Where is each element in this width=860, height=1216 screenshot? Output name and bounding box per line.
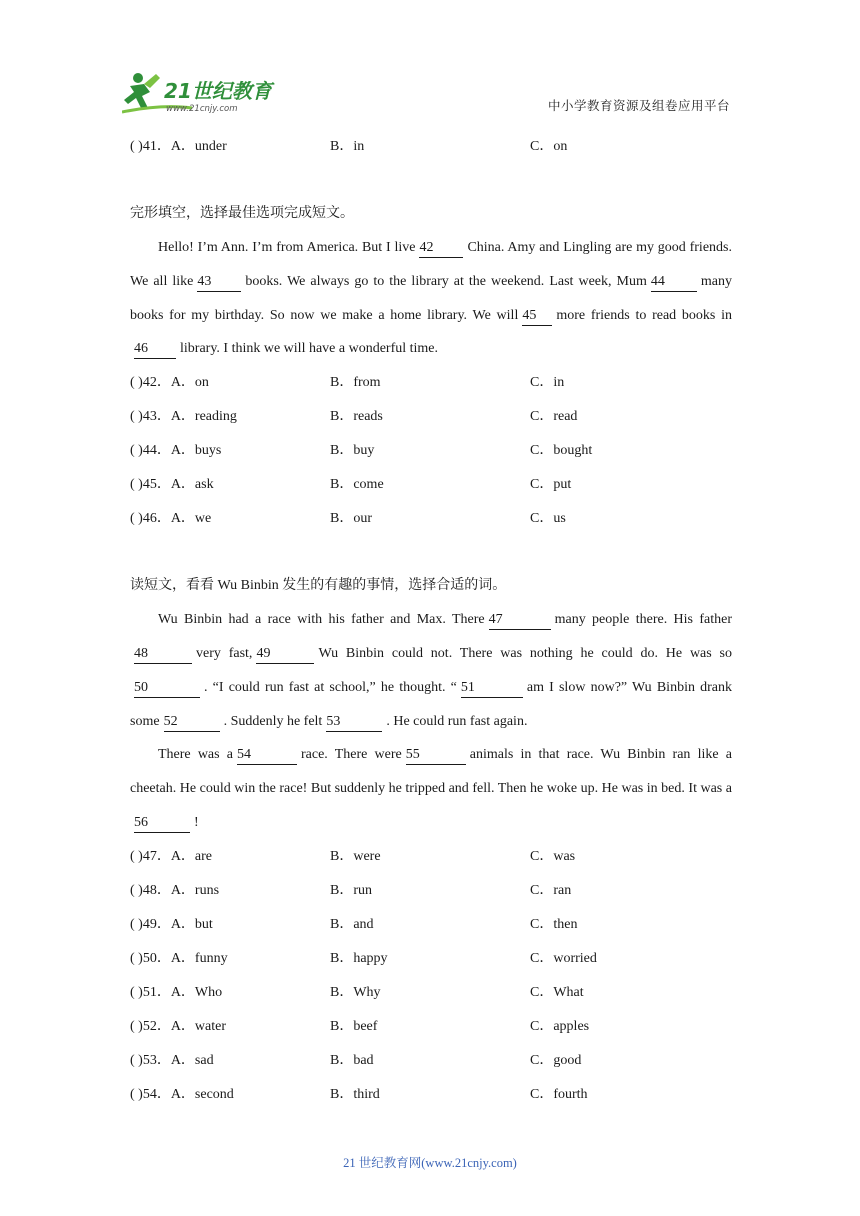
page-header xyxy=(0,0,860,125)
option-a: ( )47．A．are xyxy=(130,848,213,864)
option-b: B．Why xyxy=(330,984,381,1000)
option-c: C．ran xyxy=(530,882,572,898)
blank-52: 52 xyxy=(164,713,220,732)
blank-47: 47 xyxy=(489,611,551,630)
option-b: B．from xyxy=(330,375,381,391)
document-body xyxy=(130,130,732,1112)
option-b: B．beef xyxy=(330,1018,378,1034)
option-b: B．happy xyxy=(330,950,388,966)
option-c: C．then xyxy=(530,916,578,932)
blank-49: 49 xyxy=(256,645,314,664)
question-41 xyxy=(130,130,732,164)
option-b: B．come xyxy=(330,477,384,493)
option-a: ( )46．A．we xyxy=(130,511,212,527)
reading-passage-1: Wu Binbin had a race with his father and Max. There 47 many people there. His father48 very fast, 49 Wu Binbin could not. There was nothing he could do. He was so50 . “I could run fast at school,” he thought. “ 51 am I slow now?” Wu Binbin drank some 52 . Suddenly he felt 53 . He could run fast again. xyxy=(130,603,732,738)
section-title-cloze: 完形填空，选择最佳选项完成短文。 xyxy=(130,206,354,221)
option-c: C．worried xyxy=(530,950,597,966)
option-c: C．was xyxy=(530,848,576,864)
option-a: ( )49．A．but xyxy=(130,916,213,932)
option-a: ( )45．A．ask xyxy=(130,477,214,493)
blank-51: 51 xyxy=(461,679,523,698)
question-51 xyxy=(130,976,732,1010)
option-c: C．us xyxy=(530,511,566,527)
option-b: B．bad xyxy=(330,1052,374,1068)
question-42 xyxy=(130,366,732,400)
option-c: C．read xyxy=(530,409,578,425)
cloze-passage: Hello! I’m Ann. I’m from America. But I live 42 China. Amy and Lingling are my good friends. We all like 43 books. We always go to the library at the weekend. Last week, Mum 44 many books for my birthday. So now we make a home library. We will 45 more friends to read books in46 library. I think we will have a wonderful time. xyxy=(130,231,732,366)
question-46 xyxy=(130,502,732,536)
option-a: ( )50．A．funny xyxy=(130,950,228,966)
question-54 xyxy=(130,1078,732,1112)
reading-passage-2: There was a 54 race. There were 55 animals in that race. Wu Binbin ran like a cheetah. He could win the race! But suddenly he tripped and fell. Then he woke up. He was in bed. It was a56 ! xyxy=(130,738,732,839)
option-c: C．in xyxy=(530,375,565,391)
option-a: ( )51．A．Who xyxy=(130,984,223,1000)
option-a: ( )53．A．sad xyxy=(130,1052,214,1068)
option-b: B．our xyxy=(330,511,372,527)
blank-45: 45 xyxy=(522,307,552,326)
blank-53: 53 xyxy=(326,713,382,732)
logo-url: www.21cnjy.com xyxy=(166,104,238,114)
blank-43: 43 xyxy=(197,273,241,292)
section-title-reading: 读短文，看看 Wu Binbin 发生的有趣的事情，选择合适的词。 xyxy=(130,578,507,594)
question-44 xyxy=(130,434,732,468)
page-footer[interactable]: 21 世纪教育网(www.21cnjy.com) xyxy=(343,1156,517,1170)
blank-55: 55 xyxy=(406,746,466,765)
option-b: B．reads xyxy=(330,409,383,425)
platform-name: 中小学教育资源及组卷应用平台 xyxy=(547,99,730,113)
option-b: B．and xyxy=(330,916,374,932)
option-a: ( )52．A．water xyxy=(130,1018,227,1034)
option-c: C．fourth xyxy=(530,1086,588,1102)
option-c: C．put xyxy=(530,477,572,493)
blank-44: 44 xyxy=(651,273,697,292)
logo-text: 21世纪教育 xyxy=(164,79,272,103)
option-a: ( )48．A．runs xyxy=(130,882,220,898)
option-a: ( )54．A．second xyxy=(130,1086,234,1102)
option-a: ( )44．A．buys xyxy=(130,443,222,459)
question-43 xyxy=(130,400,732,434)
option-b: B．were xyxy=(330,848,381,864)
option-c: C．bought xyxy=(530,443,593,459)
blank-42: 42 xyxy=(419,239,463,258)
blank-50: 50 xyxy=(134,679,200,698)
option-b: B．third xyxy=(330,1086,380,1102)
option-b: B．buy xyxy=(330,443,375,459)
option-c: C．good xyxy=(530,1052,582,1068)
option-c: C．What xyxy=(530,984,584,1000)
option-a: ( )41．A．under xyxy=(130,139,227,154)
question-50 xyxy=(130,942,732,976)
blank-54: 54 xyxy=(237,746,297,765)
blank-46: 46 xyxy=(134,340,176,359)
question-52 xyxy=(130,1010,732,1044)
option-b: B．run xyxy=(330,882,372,898)
question-45 xyxy=(130,468,732,502)
question-49 xyxy=(130,908,732,942)
option-c: C．on xyxy=(530,139,568,154)
question-53 xyxy=(130,1044,732,1078)
option-a: ( )42．A．on xyxy=(130,375,209,391)
question-48 xyxy=(130,874,732,908)
option-a: ( )43．A．reading xyxy=(130,409,237,425)
question-47 xyxy=(130,840,732,874)
blank-56: 56 xyxy=(134,814,190,833)
option-c: C．apples xyxy=(530,1018,590,1034)
option-b: B．in xyxy=(330,139,365,154)
logo xyxy=(122,68,302,116)
blank-48: 48 xyxy=(134,645,192,664)
